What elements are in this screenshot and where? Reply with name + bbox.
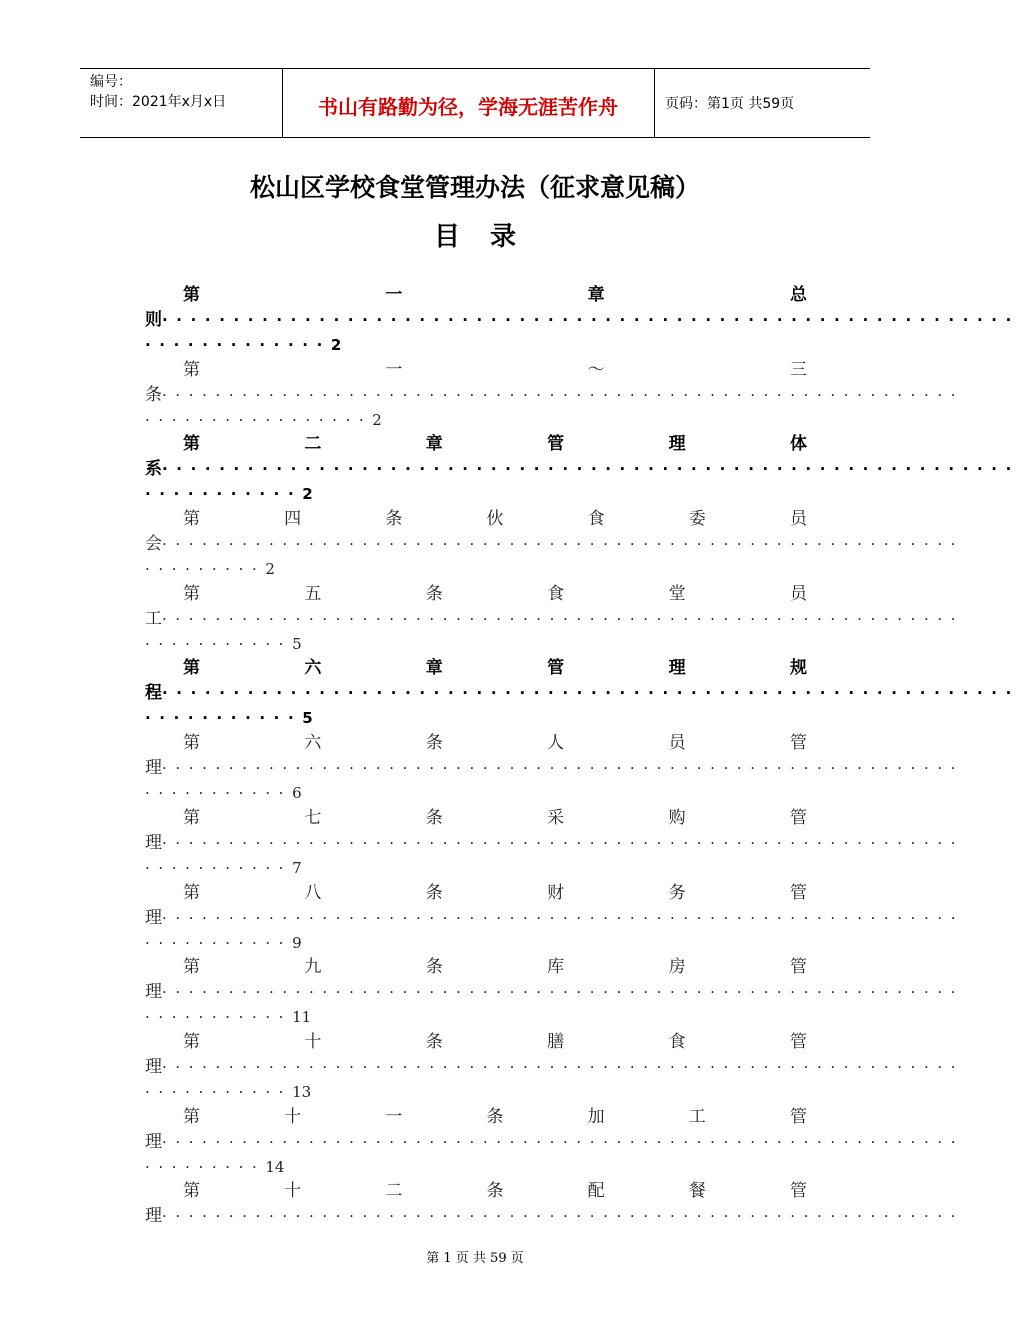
toc-entry-wrap-line: [145, 680, 1020, 706]
toc-entry-char: 房: [668, 957, 686, 978]
toc-page-number: 2: [265, 560, 275, 579]
toc-entry-char: 理: [668, 434, 686, 455]
toc-entry[interactable]: [145, 357, 965, 432]
toc-leader-dots: ····························································: [162, 983, 965, 1002]
toc-entry-char: 员: [789, 583, 807, 604]
toc-entry-char: 条: [486, 1181, 504, 1202]
toc-entry-char: 财: [547, 882, 565, 903]
toc-entry-char: 管: [789, 882, 807, 903]
toc-leader-dots: ·················: [145, 410, 373, 429]
toc-page-number: 11: [292, 1008, 312, 1027]
toc-entry-char: 配: [587, 1181, 605, 1202]
toc-entry-char: 条: [425, 1031, 443, 1052]
toc-entry[interactable]: [145, 880, 965, 955]
toc-entry-wrap-char: 会: [145, 534, 162, 555]
toc-entry-heading: [183, 880, 807, 906]
toc-heading: 目录: [433, 222, 546, 252]
toc-entry-char: 十: [284, 1106, 302, 1127]
toc-entry-char: 管: [789, 1181, 807, 1202]
toc-entry-char: 食: [547, 583, 565, 604]
toc-entry-char: 管: [547, 434, 565, 455]
toc-entry-heading: [183, 506, 807, 532]
header-left-cell: [80, 69, 283, 137]
toc-page-number: 5: [302, 709, 313, 728]
toc-leader-dots: ·········: [145, 560, 266, 579]
toc-entry-heading: [183, 805, 807, 831]
toc-entry-wrap-line: [145, 830, 965, 856]
toc-entry-wrap-char: 理: [145, 1131, 162, 1152]
toc-entry-char: 条: [486, 1106, 504, 1127]
toc-entry-wrap-line: [145, 606, 965, 632]
toc-entry-char: 条: [425, 882, 443, 903]
toc-page-number: 2: [302, 485, 313, 504]
toc-entry-heading: [183, 1104, 807, 1130]
toc-entry-char: ～: [587, 359, 605, 380]
document-number-label: 编号：: [90, 74, 132, 90]
toc-entry[interactable]: [145, 581, 965, 656]
toc-entry-char: 十: [304, 1031, 322, 1052]
toc-entry-char: 堂: [668, 583, 686, 604]
header-motto: 书山有路勤为径，学海无涯苦作舟: [318, 95, 618, 119]
toc-page-line: [145, 705, 807, 731]
toc-leader-dots: ···········: [145, 1008, 293, 1027]
toc-entry-char: 第: [183, 957, 200, 978]
toc-entry-char: 一: [385, 359, 403, 380]
toc-entry-heading: [183, 282, 807, 308]
toc-page-line: [145, 481, 807, 507]
toc-entry-wrap-char: 条: [145, 384, 162, 405]
toc-page-line: [145, 1154, 807, 1180]
toc-page-line: [145, 556, 807, 582]
toc-entry-char: 二: [304, 434, 322, 455]
toc-leader-dots: ····························································: [162, 460, 1020, 479]
toc-entry-char: 条: [425, 957, 443, 978]
toc-entry-char: 管: [789, 1031, 807, 1052]
toc-entry-wrap-line: [145, 307, 1020, 333]
toc-page-number: 14: [265, 1157, 285, 1176]
toc-leader-dots: ····························································: [162, 535, 965, 554]
toc-entry-char: 二: [385, 1181, 403, 1202]
toc-entry-char: 七: [304, 807, 322, 828]
toc-entry-char: 第: [183, 733, 200, 754]
toc-entry-char: 总: [789, 285, 807, 305]
toc-entry[interactable]: [145, 1029, 965, 1104]
toc-entry[interactable]: [145, 282, 1020, 357]
toc-entry-char: 餐: [688, 1181, 706, 1202]
toc-entry-char: 章: [425, 434, 443, 455]
toc-entry-wrap-line: [145, 1203, 965, 1229]
toc-page-number: 5: [292, 634, 302, 653]
toc-page-line: [145, 332, 807, 358]
toc-entry-char: 章: [425, 658, 443, 679]
toc-entry-char: 务: [668, 882, 686, 903]
table-of-contents: [145, 282, 1020, 1253]
toc-entry[interactable]: [145, 506, 965, 581]
toc-page-line: [145, 631, 807, 657]
toc-entry-char: 十: [284, 1181, 302, 1202]
toc-entry[interactable]: [145, 1104, 965, 1179]
toc-entry-char: 人: [547, 733, 565, 754]
toc-entry-wrap-char: 理: [145, 982, 162, 1003]
toc-entry[interactable]: [145, 655, 1020, 730]
toc-entry-char: 八: [304, 882, 322, 903]
toc-entry[interactable]: [145, 1178, 965, 1253]
toc-entry[interactable]: [145, 954, 965, 1029]
toc-entry-char: 条: [425, 807, 443, 828]
document-time-label: 时间：2021年x月x日: [90, 94, 227, 110]
toc-entry-wrap-char: 程: [145, 683, 162, 704]
toc-entry-char: 章: [587, 285, 605, 305]
toc-entry[interactable]: [145, 730, 965, 805]
toc-page-line: [145, 407, 807, 433]
toc-entry-char: 九: [304, 957, 322, 978]
toc-entry-char: 购: [668, 807, 686, 828]
toc-page-line: [145, 1079, 807, 1105]
toc-entry-char: 四: [284, 509, 302, 530]
toc-entry[interactable]: [145, 431, 1020, 506]
toc-entry-heading: [183, 431, 807, 457]
toc-page-line: [145, 780, 807, 806]
toc-page-line: [145, 1004, 807, 1030]
toc-leader-dots: ····························································: [162, 1132, 965, 1151]
toc-entry-wrap-line: [145, 382, 965, 408]
toc-entry-char: 膳: [547, 1031, 565, 1052]
toc-entry-char: 工: [688, 1106, 706, 1127]
toc-entry-char: 管: [789, 1106, 807, 1127]
toc-entry-char: 采: [547, 807, 565, 828]
toc-leader-dots: ····························································: [162, 609, 965, 628]
toc-entry-wrap-char: 理: [145, 1206, 162, 1227]
toc-entry-heading: [183, 1029, 807, 1055]
toc-entry-char: 库: [547, 957, 565, 978]
header-page-label: 页码：第1页 共59页: [665, 96, 795, 112]
toc-entry-char: 食: [587, 509, 605, 530]
page-header: [80, 68, 870, 138]
toc-page-line: [145, 855, 807, 881]
toc-leader-dots: ···········: [145, 485, 303, 504]
toc-leader-dots: ····························································: [162, 684, 1020, 703]
toc-leader-dots: ·········: [145, 1157, 266, 1176]
toc-entry-wrap-char: 系: [145, 459, 162, 480]
toc-entry-char: 第: [183, 359, 200, 380]
toc-leader-dots: ····························································: [162, 385, 965, 404]
toc-leader-dots: ···········: [145, 784, 293, 803]
toc-page-number: 6: [292, 784, 302, 803]
toc-entry-char: 体: [789, 434, 807, 455]
toc-entry-char: 第: [183, 1031, 200, 1052]
toc-entry-heading: [183, 1178, 807, 1204]
toc-entry[interactable]: [145, 805, 965, 880]
toc-entry-char: 一: [385, 1106, 403, 1127]
toc-entry-heading: [183, 954, 807, 980]
toc-entry-char: 管: [789, 733, 807, 754]
toc-page-line: [145, 930, 807, 956]
toc-leader-dots: ····························································: [162, 311, 1020, 329]
toc-entry-char: 五: [304, 583, 322, 604]
toc-entry-char: 规: [789, 658, 807, 679]
toc-page-number: 2: [372, 410, 382, 429]
toc-entry-wrap-line: [145, 1129, 965, 1155]
page-footer: 第 1 页 共 59 页: [426, 1251, 524, 1266]
toc-leader-dots: ····························································: [162, 1057, 965, 1076]
toc-page-number: 13: [292, 1082, 312, 1101]
toc-leader-dots: ····························································: [162, 833, 965, 852]
toc-page-number: 2: [330, 336, 342, 354]
toc-entry-char: 第: [183, 583, 200, 604]
toc-entry-wrap-char: 理: [145, 832, 162, 853]
toc-entry-char: 员: [789, 509, 807, 530]
toc-entry-char: 条: [385, 509, 403, 530]
header-right-cell: [655, 69, 870, 137]
toc-leader-dots: ····························································: [162, 1207, 965, 1226]
toc-entry-wrap-line: [145, 905, 965, 931]
toc-entry-char: 三: [789, 359, 807, 380]
toc-entry-wrap-line: [145, 456, 1020, 482]
toc-leader-dots: ····························································: [162, 759, 965, 778]
toc-entry-heading: [183, 655, 807, 681]
toc-entry-char: 第: [183, 434, 200, 455]
header-middle-cell: [282, 69, 655, 137]
toc-entry-char: 一: [385, 285, 403, 305]
toc-entry-char: 第: [183, 509, 200, 530]
document-title: 松山区学校食堂管理办法（征求意见稿）: [249, 173, 700, 202]
toc-entry-wrap-char: 理: [145, 758, 162, 779]
toc-entry-heading: [183, 730, 807, 756]
toc-entry-char: 加: [587, 1106, 605, 1127]
toc-entry-heading: [183, 357, 807, 383]
toc-entry-char: 条: [425, 733, 443, 754]
toc-entry-char: 伙: [486, 509, 504, 530]
toc-entry-char: 六: [304, 733, 322, 754]
toc-entry-char: 第: [183, 658, 200, 679]
toc-entry-wrap-line: [145, 1054, 965, 1080]
toc-leader-dots: ···········: [145, 1082, 293, 1101]
toc-entry-char: 第: [183, 1181, 200, 1202]
toc-entry-wrap-char: 则: [145, 310, 162, 330]
toc-page-number: 9: [292, 933, 302, 952]
toc-entry-char: 第: [183, 807, 200, 828]
toc-entry-char: 条: [425, 583, 443, 604]
toc-entry-heading: [183, 581, 807, 607]
toc-entry-wrap-char: 工: [145, 608, 162, 629]
toc-entry-char: 第: [183, 882, 200, 903]
toc-entry-char: 员: [668, 733, 686, 754]
toc-page-number: 7: [292, 858, 302, 877]
toc-entry-char: 六: [304, 658, 322, 679]
toc-entry-wrap-line: [145, 755, 965, 781]
toc-leader-dots: ···········: [145, 709, 303, 728]
toc-entry-char: 第: [183, 1106, 200, 1127]
toc-entry-char: 第: [183, 285, 200, 305]
toc-leader-dots: ·············: [145, 336, 331, 354]
toc-entry-wrap-char: 理: [145, 1056, 162, 1077]
toc-entry-char: 食: [668, 1031, 686, 1052]
toc-leader-dots: ···········: [145, 634, 293, 653]
toc-entry-char: 理: [668, 658, 686, 679]
toc-entry-wrap-char: 理: [145, 907, 162, 928]
toc-entry-wrap-line: [145, 979, 965, 1005]
toc-entry-char: 委: [688, 509, 706, 530]
toc-entry-char: 管: [789, 957, 807, 978]
toc-entry-char: 管: [547, 658, 565, 679]
toc-leader-dots: ···········: [145, 858, 293, 877]
toc-leader-dots: ···········: [145, 933, 293, 952]
toc-leader-dots: ····························································: [162, 908, 965, 927]
toc-entry-wrap-line: [145, 531, 965, 557]
toc-entry-char: 管: [789, 807, 807, 828]
